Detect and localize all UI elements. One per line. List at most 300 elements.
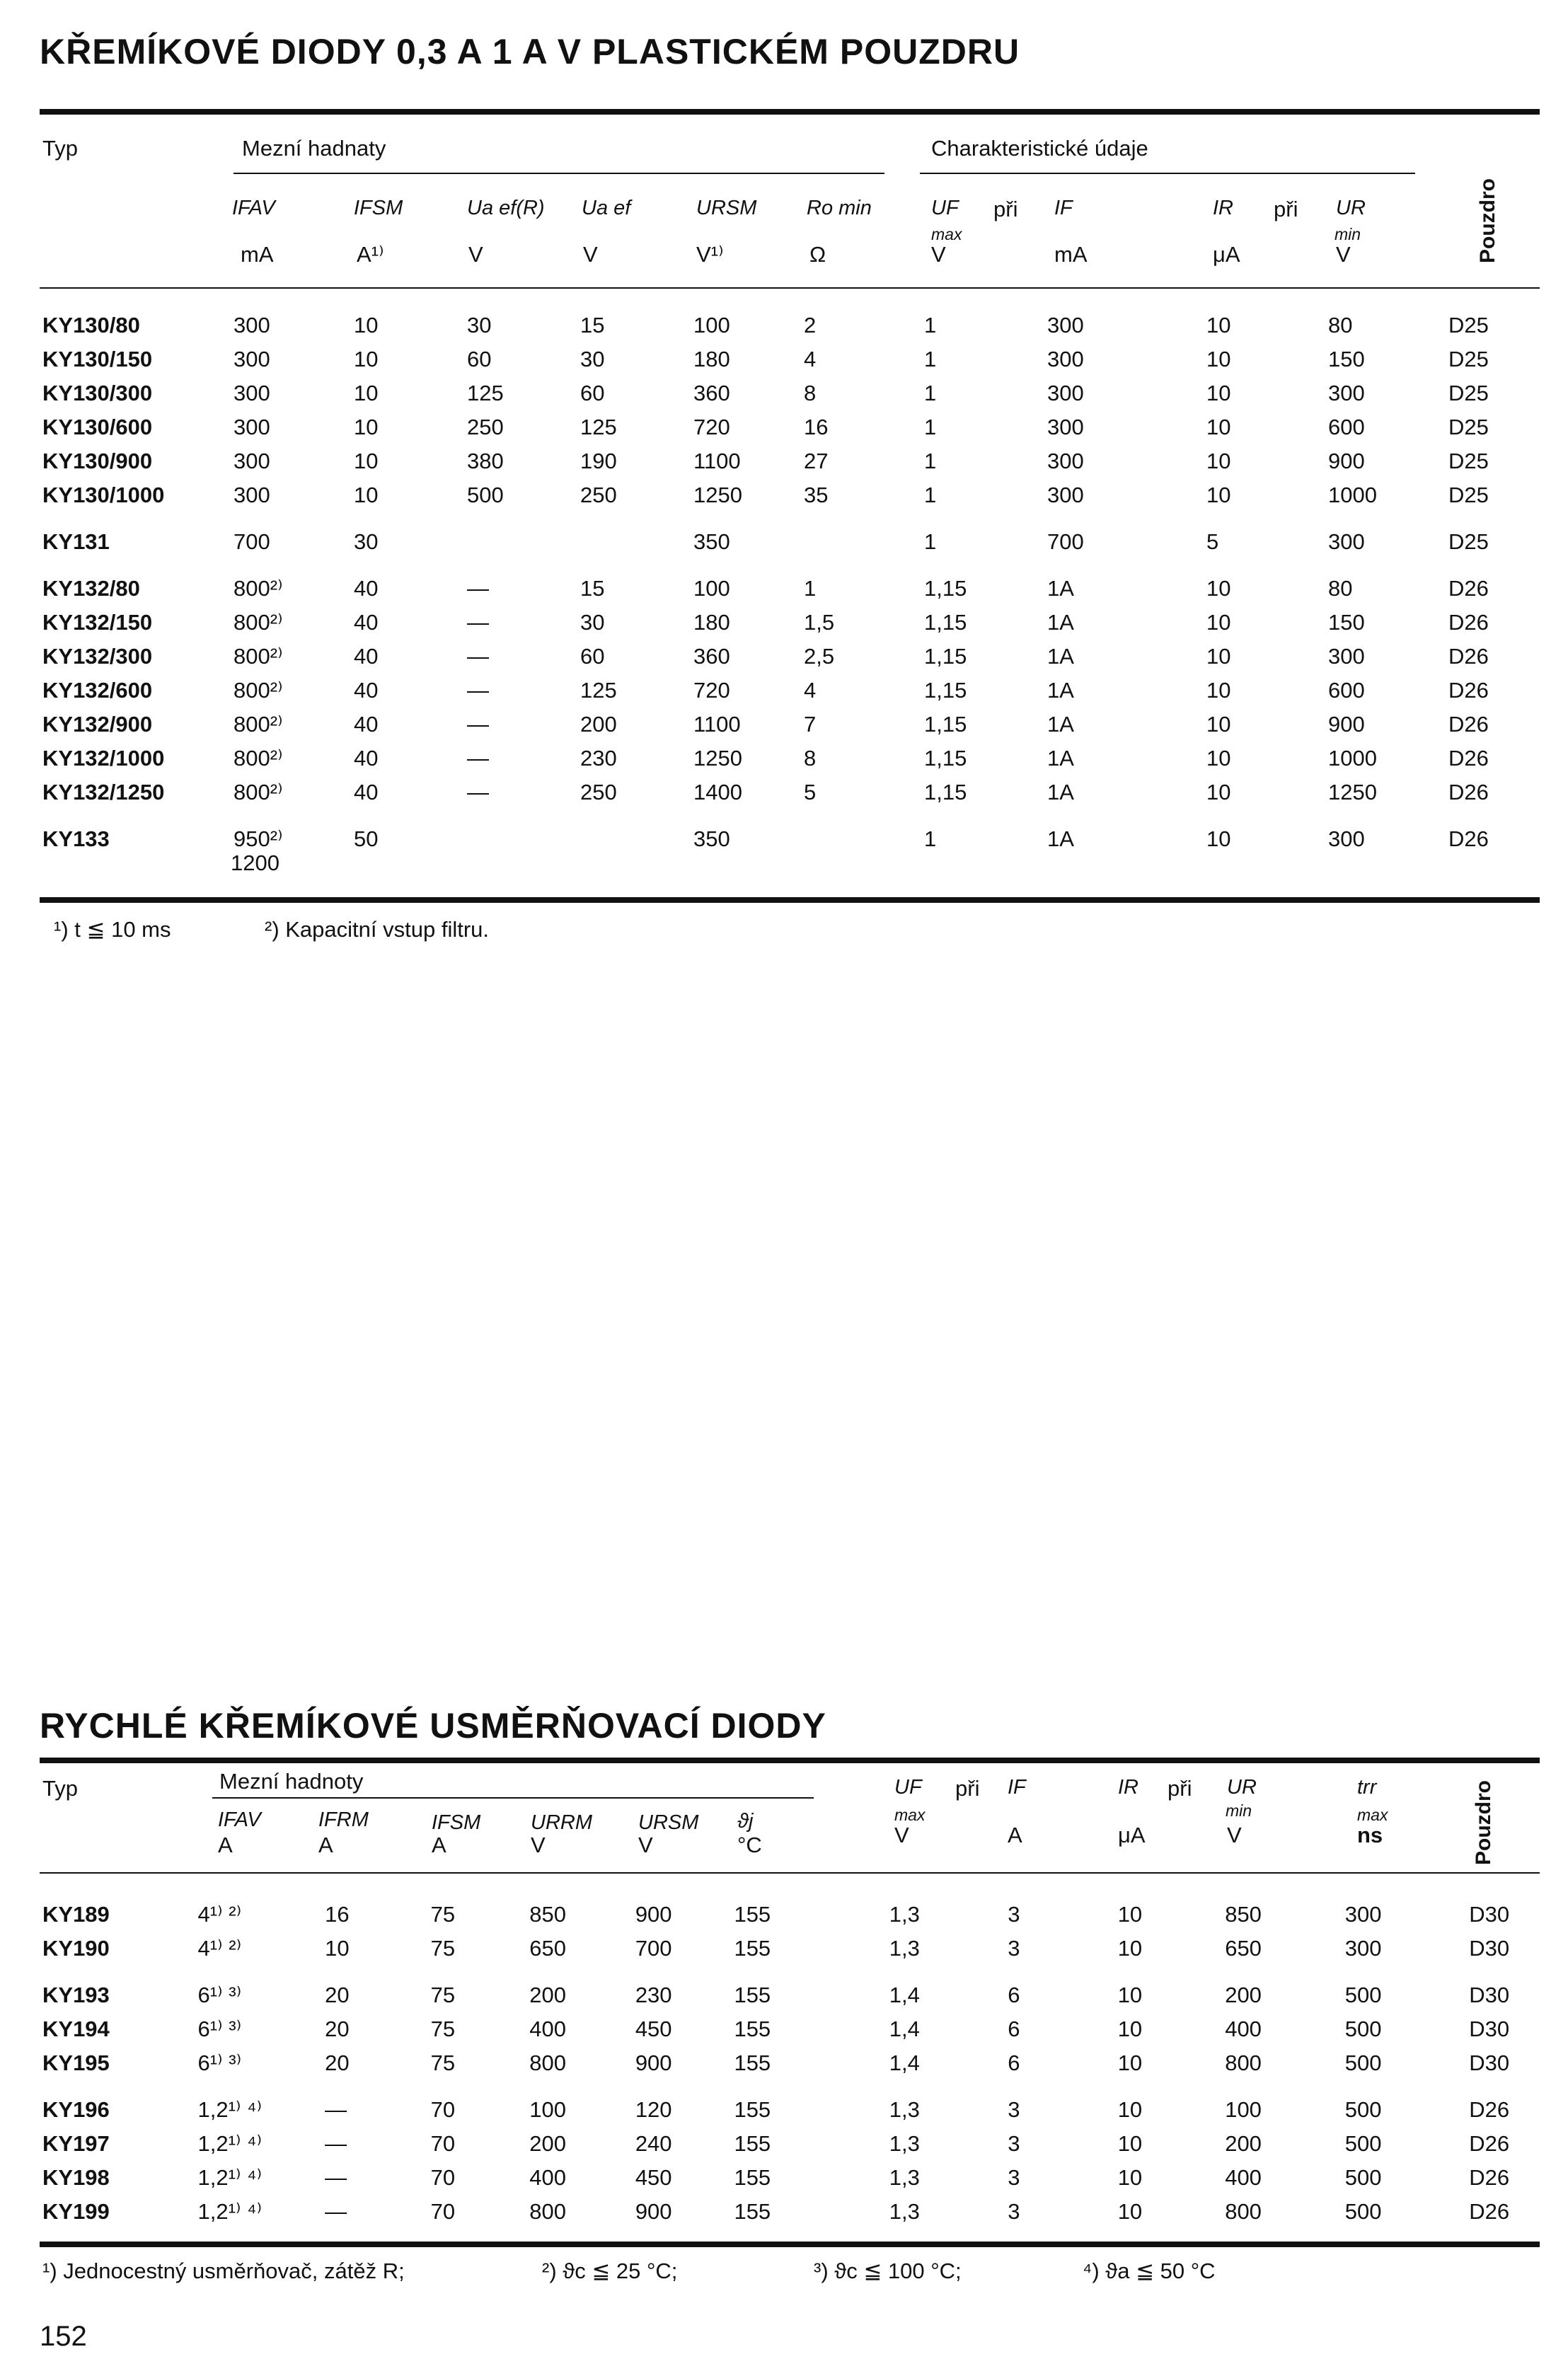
value-cell: 1A [1047,746,1074,771]
table-row [42,2093,1568,2127]
value-cell: 800²⁾ [234,678,283,703]
table1-charakter-underline [920,173,1415,174]
table-row [42,444,1555,478]
value-cell: 10 [354,347,379,371]
col-pri-label-2: při [1274,197,1298,221]
value-cell: 155 [734,2131,771,2156]
value-cell: 40 [354,610,379,635]
value-cell: 400 [529,2017,566,2041]
col-ifav-symbol: IFAV [232,197,275,219]
value-cell: 40 [354,712,379,737]
value-cell: 155 [734,1983,771,2007]
value-cell: 1A [1047,576,1074,601]
type-cell: KY130/150 [42,347,153,371]
type-cell: KY130/300 [42,381,153,405]
col-uaef-unit: V [583,242,598,267]
value-cell: 16 [325,1902,350,1927]
value-cell: 500 [1344,2165,1382,2190]
value-cell: 300 [1344,1902,1382,1927]
value-cell: 300 [1328,381,1365,405]
col-romin-unit: Ω [809,242,826,267]
t2-col-ir-unit: μA [1118,1823,1146,1847]
value-cell: 100 [1225,2097,1262,2122]
value-cell: 1A [1047,712,1074,737]
type-cell: KY132/900 [42,712,153,737]
value-cell: 500 [1344,2050,1382,2075]
value-cell: — [325,2165,347,2190]
t2-col-ur-min: min [1226,1801,1252,1820]
value-cell: 10 [1206,780,1231,804]
value-cell [580,525,693,559]
value-cell: D25 [1448,313,1489,338]
col-ur-unit: V [1336,242,1351,267]
value-cell: 75 [430,2050,456,2075]
value-cell: 1A [1047,780,1074,804]
value-cell: 300 [234,415,270,439]
value-cell: 40 [354,678,379,703]
value-cell: 10 [1117,1983,1143,2007]
value-cell: 10 [325,1936,350,1961]
col-uaefr-unit: V [468,242,483,267]
value-cell: 150 [1328,610,1365,635]
table1-header-rule [40,287,1540,289]
value-cell: D26 [1469,2199,1510,2224]
value-cell: 155 [734,2017,771,2041]
t2-col-ifrm-unit: A [318,1833,333,1857]
value-cell: 6¹⁾ ³⁾ [197,2017,242,2041]
value-cell: 350 [693,529,730,554]
page-number: 152 [40,2321,87,2352]
value-cell: 1A [1047,610,1074,635]
value-cell: 300 [1344,1936,1382,1961]
value-cell: 1,15 [924,712,967,737]
table-row [42,342,1555,376]
value-cell: 20 [325,2050,350,2075]
type-cell: KY132/1250 [42,780,165,804]
type-cell: KY194 [42,2017,110,2041]
table2-bottom-rule [40,2242,1540,2247]
row-spacer [42,559,1555,572]
value-cell: 250 [580,780,617,804]
value-cell: D26 [1448,576,1489,601]
table1-bottom-rule [40,897,1540,903]
table-row [42,1932,1568,1966]
t2-col-if-symbol: IF [1008,1776,1026,1799]
col-uaefr-symbol: Ua ef(R) [467,197,545,219]
col-ir-unit: μA [1213,242,1240,267]
value-cell: 300 [1047,483,1084,507]
t2-col-pri-label-1: při [955,1776,980,1801]
t2-col-tj-unit: °C [737,1833,762,1857]
table2-header-rule [40,1872,1540,1874]
value-cell: 800²⁾ [234,576,283,601]
value-cell: 800²⁾ [234,712,283,737]
value-cell: 1250 [1328,780,1377,804]
type-cell: KY189 [42,1902,110,1927]
table-row [42,572,1555,606]
value-cell: D26 [1448,826,1489,851]
value-cell: 120 [635,2097,672,2122]
table-row [42,708,1555,742]
value-cell [467,822,580,856]
row-spacer [42,512,1555,525]
value-cell: 10 [354,415,379,439]
col-uf-symbol: UF [931,197,959,219]
value-cell: 800 [529,2199,566,2224]
value-cell: 60 [467,347,492,371]
row-spacer [42,1966,1568,1978]
value-cell: 155 [734,2050,771,2075]
t2-col-ursm-unit: V [638,1833,653,1857]
table1-charakter-header: Charakteristické údaje [931,136,1148,161]
table-row [42,478,1555,512]
type-cell: KY130/600 [42,415,153,439]
value-cell: 40 [354,576,379,601]
value-cell: 1,15 [924,678,967,703]
value-cell: 720 [693,415,730,439]
value-cell: 900 [635,2199,672,2224]
t2-col-urrm-unit: V [531,1833,546,1857]
table2-footnote-2: ²) ϑc ≦ 25 °C; [542,2258,678,2283]
value-cell: D25 [1448,415,1489,439]
t2-col-ifsm-unit: A [432,1833,446,1857]
value-cell: 80 [1328,576,1353,601]
table-row [42,640,1555,674]
value-cell: 8 [804,746,817,771]
type-cell: KY190 [42,1936,110,1961]
value-cell: 350 [693,826,730,851]
value-cell: — [467,610,489,635]
value-cell: 1,15 [924,746,967,771]
value-cell: 1A [1047,826,1074,851]
t2-col-trr-max: max [1357,1806,1388,1824]
t2-col-urrm-symbol: URRM [531,1811,592,1834]
value-cell: D30 [1469,2050,1510,2075]
value-cell: 1 [924,529,937,554]
value-cell: 7 [804,712,817,737]
value-cell: 700 [1047,529,1084,554]
value-cell: 15 [580,313,605,338]
t2-col-trr-symbol: trr [1357,1776,1377,1799]
col-romin-symbol: Ro min [807,197,872,219]
value-cell: 800²⁾ [234,610,283,635]
table-row [42,2195,1568,2229]
value-cell: 3 [1008,1902,1020,1927]
value-cell: — [467,678,489,703]
value-cell: 75 [430,1902,456,1927]
table2-typ-header: Typ [42,1776,78,1801]
value-cell: 1,15 [924,610,967,635]
value-cell: 155 [734,2097,771,2122]
table2-footnote-1: ¹) Jednocestný usměrňovač, zátěž R; [42,2258,405,2283]
t2-col-ursm-symbol: URSM [638,1811,699,1834]
col-if-unit: mA [1054,242,1088,267]
col-ifav-unit: mA [241,242,274,267]
table2-mezni-header: Mezní hadnoty [219,1769,364,1794]
value-cell: 10 [1206,347,1231,371]
value-cell: 1,3 [889,2165,920,2190]
value-cell: D25 [1448,483,1489,507]
value-cell: 1,2¹⁾ ⁴⁾ [197,2131,263,2156]
table-row [42,2012,1568,2046]
value-cell: D26 [1448,610,1489,635]
value-cell: 155 [734,2199,771,2224]
value-cell: — [467,746,489,771]
col-ir-symbol: IR [1213,197,1233,219]
value-cell: 100 [529,2097,566,2122]
value-cell: 300 [234,449,270,473]
col-ifsm-symbol: IFSM [354,197,403,219]
value-cell: D26 [1448,780,1489,804]
value-cell: 1,3 [889,1936,920,1961]
value-cell: 900 [1328,712,1365,737]
value-cell: 1250 [693,746,742,771]
value-cell: 60 [580,381,605,405]
value-cell: 300 [234,483,270,507]
value-cell: 27 [804,449,829,473]
value-cell: 800 [529,2050,566,2075]
value-cell: 1 [924,449,937,473]
value-cell: 125 [580,415,617,439]
col-ursm-unit: V¹⁾ [696,242,724,267]
t2-col-if-unit: A [1008,1823,1022,1847]
value-cell: 60 [580,644,605,669]
value-cell: 190 [580,449,617,473]
value-cell: 3 [1008,2131,1020,2156]
value-cell: 70 [430,2097,456,2122]
table-row [42,742,1555,775]
col-pri-label-1: při [993,197,1018,221]
value-cell: 35 [804,483,829,507]
table1-mezni-header: Mezní hadnaty [242,136,386,161]
type-cell: KY130/80 [42,313,140,338]
value-cell: 850 [1225,1902,1262,1927]
value-cell: 230 [580,746,617,771]
table-row [42,2127,1568,2161]
value-cell [580,822,693,856]
value-cell: 240 [635,2131,672,2156]
table1-body [42,308,1555,856]
value-cell: 800²⁾ [234,644,283,669]
value-cell: 6 [1008,1983,1020,2007]
type-cell: KY199 [42,2199,110,2224]
value-cell: 500 [1344,2097,1382,2122]
row-spacer [42,809,1555,822]
table-row [42,376,1555,410]
value-cell: D26 [1469,2097,1510,2122]
value-cell: 1,2¹⁾ ⁴⁾ [197,2097,263,2122]
t2-col-uf-symbol: UF [894,1776,922,1799]
t2-col-ifsm-symbol: IFSM [432,1811,481,1834]
col-if-symbol: IF [1054,197,1073,219]
value-cell: D30 [1469,2017,1510,2041]
table2-body [42,1898,1568,2229]
type-cell: KY132/80 [42,576,140,601]
value-cell: 360 [693,381,730,405]
value-cell: 1A [1047,644,1074,669]
value-cell: 30 [580,610,605,635]
value-cell: 800 [1225,2199,1262,2224]
value-cell: 75 [430,2017,456,2041]
table-row [42,1898,1568,1932]
value-cell: 70 [430,2165,456,2190]
value-cell: 300 [1047,381,1084,405]
table1-title: KŘEMÍKOVÉ DIODY 0,3 A 1 A V PLASTICKÉM POUZDRU [40,32,1020,71]
value-cell: — [467,576,489,601]
value-cell: 1,4 [889,1983,920,2007]
table2-footnote-4: ⁴) ϑa ≦ 50 °C [1083,2258,1216,2283]
value-cell: 200 [1225,2131,1262,2156]
type-cell: KY133 [42,826,110,851]
type-cell: KY132/1000 [42,746,165,771]
value-cell: 900 [635,2050,672,2075]
value-cell: 10 [1206,483,1231,507]
value-cell: 1100 [693,712,741,737]
value-cell: 1,3 [889,2199,920,2224]
col-uf-max: max [931,225,962,243]
value-cell: 300 [234,381,270,405]
value-cell: 1,4 [889,2050,920,2075]
value-cell: 15 [580,576,605,601]
value-cell: 10 [1206,746,1231,771]
value-cell: 200 [529,1983,566,2007]
table2-top-rule [40,1758,1540,1763]
value-cell: D25 [1448,347,1489,371]
value-cell: 40 [354,780,379,804]
value-cell: 380 [467,449,504,473]
value-cell: 720 [693,678,730,703]
value-cell: 6¹⁾ ³⁾ [197,2050,242,2075]
col-uf-unit: V [931,242,946,267]
value-cell: 80 [1328,313,1353,338]
value-cell: 300 [1047,347,1084,371]
value-cell: 1 [924,483,937,507]
value-cell: 900 [635,1902,672,1927]
t2-col-uf-max: max [894,1806,926,1824]
value-cell [804,822,924,856]
value-cell: 10 [1206,415,1231,439]
value-cell: 300 [1328,529,1365,554]
value-cell: 700 [234,529,270,554]
table-row [42,410,1555,444]
value-cell: 10 [1206,678,1231,703]
value-cell: 10 [1117,2165,1143,2190]
value-cell: D25 [1448,529,1489,554]
value-cell: 1 [924,347,937,371]
value-cell: 300 [1047,313,1084,338]
ky133-ifav-second-value: 1200 [231,850,279,875]
value-cell: 2,5 [804,644,835,669]
value-cell: 500 [1344,2131,1382,2156]
t2-col-ifav-unit: A [218,1833,233,1857]
value-cell: 1 [924,381,937,405]
value-cell: 3 [1008,2165,1020,2190]
value-cell: 450 [635,2165,672,2190]
value-cell: 500 [1344,2199,1382,2224]
value-cell: 650 [1225,1936,1262,1961]
value-cell: 800²⁾ [234,746,283,771]
col-ur-min: min [1334,225,1361,243]
type-cell: KY130/1000 [42,483,165,507]
value-cell: 70 [430,2131,456,2156]
value-cell: D26 [1448,746,1489,771]
value-cell: 1250 [693,483,742,507]
value-cell: 5 [804,780,817,804]
value-cell: 1000 [1328,483,1377,507]
table-row [42,606,1555,640]
value-cell: 10 [1206,381,1231,405]
value-cell: 40 [354,746,379,771]
table2-title: RYCHLÉ KŘEMÍKOVÉ USMĚRŇOVACÍ DIODY [40,1706,826,1746]
value-cell: 10 [1117,2199,1143,2224]
col-ifsm-unit: A¹⁾ [357,242,384,267]
value-cell: 10 [1206,313,1231,338]
value-cell: 600 [1328,415,1365,439]
table-row [42,1978,1568,2012]
value-cell: 600 [1328,678,1365,703]
table-row [42,308,1555,342]
value-cell: 900 [1328,449,1365,473]
value-cell: D26 [1469,2165,1510,2190]
value-cell: 850 [529,1902,566,1927]
value-cell: 10 [354,449,379,473]
table1-top-rule [40,109,1540,115]
value-cell [467,525,580,559]
table-row [42,2046,1568,2080]
value-cell: D26 [1469,2131,1510,2156]
col-ur-symbol: UR [1336,197,1366,219]
value-cell: 950²⁾ [234,826,283,851]
type-cell: KY195 [42,2050,110,2075]
value-cell: D26 [1448,712,1489,737]
type-cell: KY132/600 [42,678,153,703]
value-cell: 1 [924,415,937,439]
value-cell: D25 [1448,449,1489,473]
value-cell: 1000 [1328,746,1377,771]
col-uaef-symbol: Ua ef [582,197,631,219]
value-cell: 300 [234,347,270,371]
value-cell: 1,15 [924,576,967,601]
value-cell: 500 [1344,1983,1382,2007]
type-cell: KY132/300 [42,644,153,669]
t2-col-ir-symbol: IR [1118,1776,1138,1799]
value-cell: 650 [529,1936,566,1961]
t2-col-ur-unit: V [1227,1823,1242,1847]
value-cell: 4¹⁾ ²⁾ [197,1902,242,1927]
value-cell: 30 [580,347,605,371]
value-cell: 300 [1047,415,1084,439]
table-row [42,674,1555,708]
value-cell: D30 [1469,1983,1510,2007]
table1-footnote-2: ²) Kapacitní vstup filtru. [265,917,490,942]
type-cell: KY131 [42,529,110,554]
value-cell: 8 [804,381,817,405]
value-cell: 125 [467,381,504,405]
value-cell: 500 [467,483,504,507]
value-cell: 125 [580,678,617,703]
value-cell: 10 [1206,712,1231,737]
value-cell: 300 [1328,826,1365,851]
value-cell: 400 [1225,2165,1262,2190]
value-cell: 4 [804,678,817,703]
value-cell: 3 [1008,2097,1020,2122]
value-cell: 1,4 [889,2017,920,2041]
value-cell: 230 [635,1983,672,2007]
type-cell: KY197 [42,2131,110,2156]
type-cell: KY132/150 [42,610,153,635]
table2-pouzdro-header: Pouzdro [1472,1780,1495,1865]
value-cell: 10 [1117,1902,1143,1927]
